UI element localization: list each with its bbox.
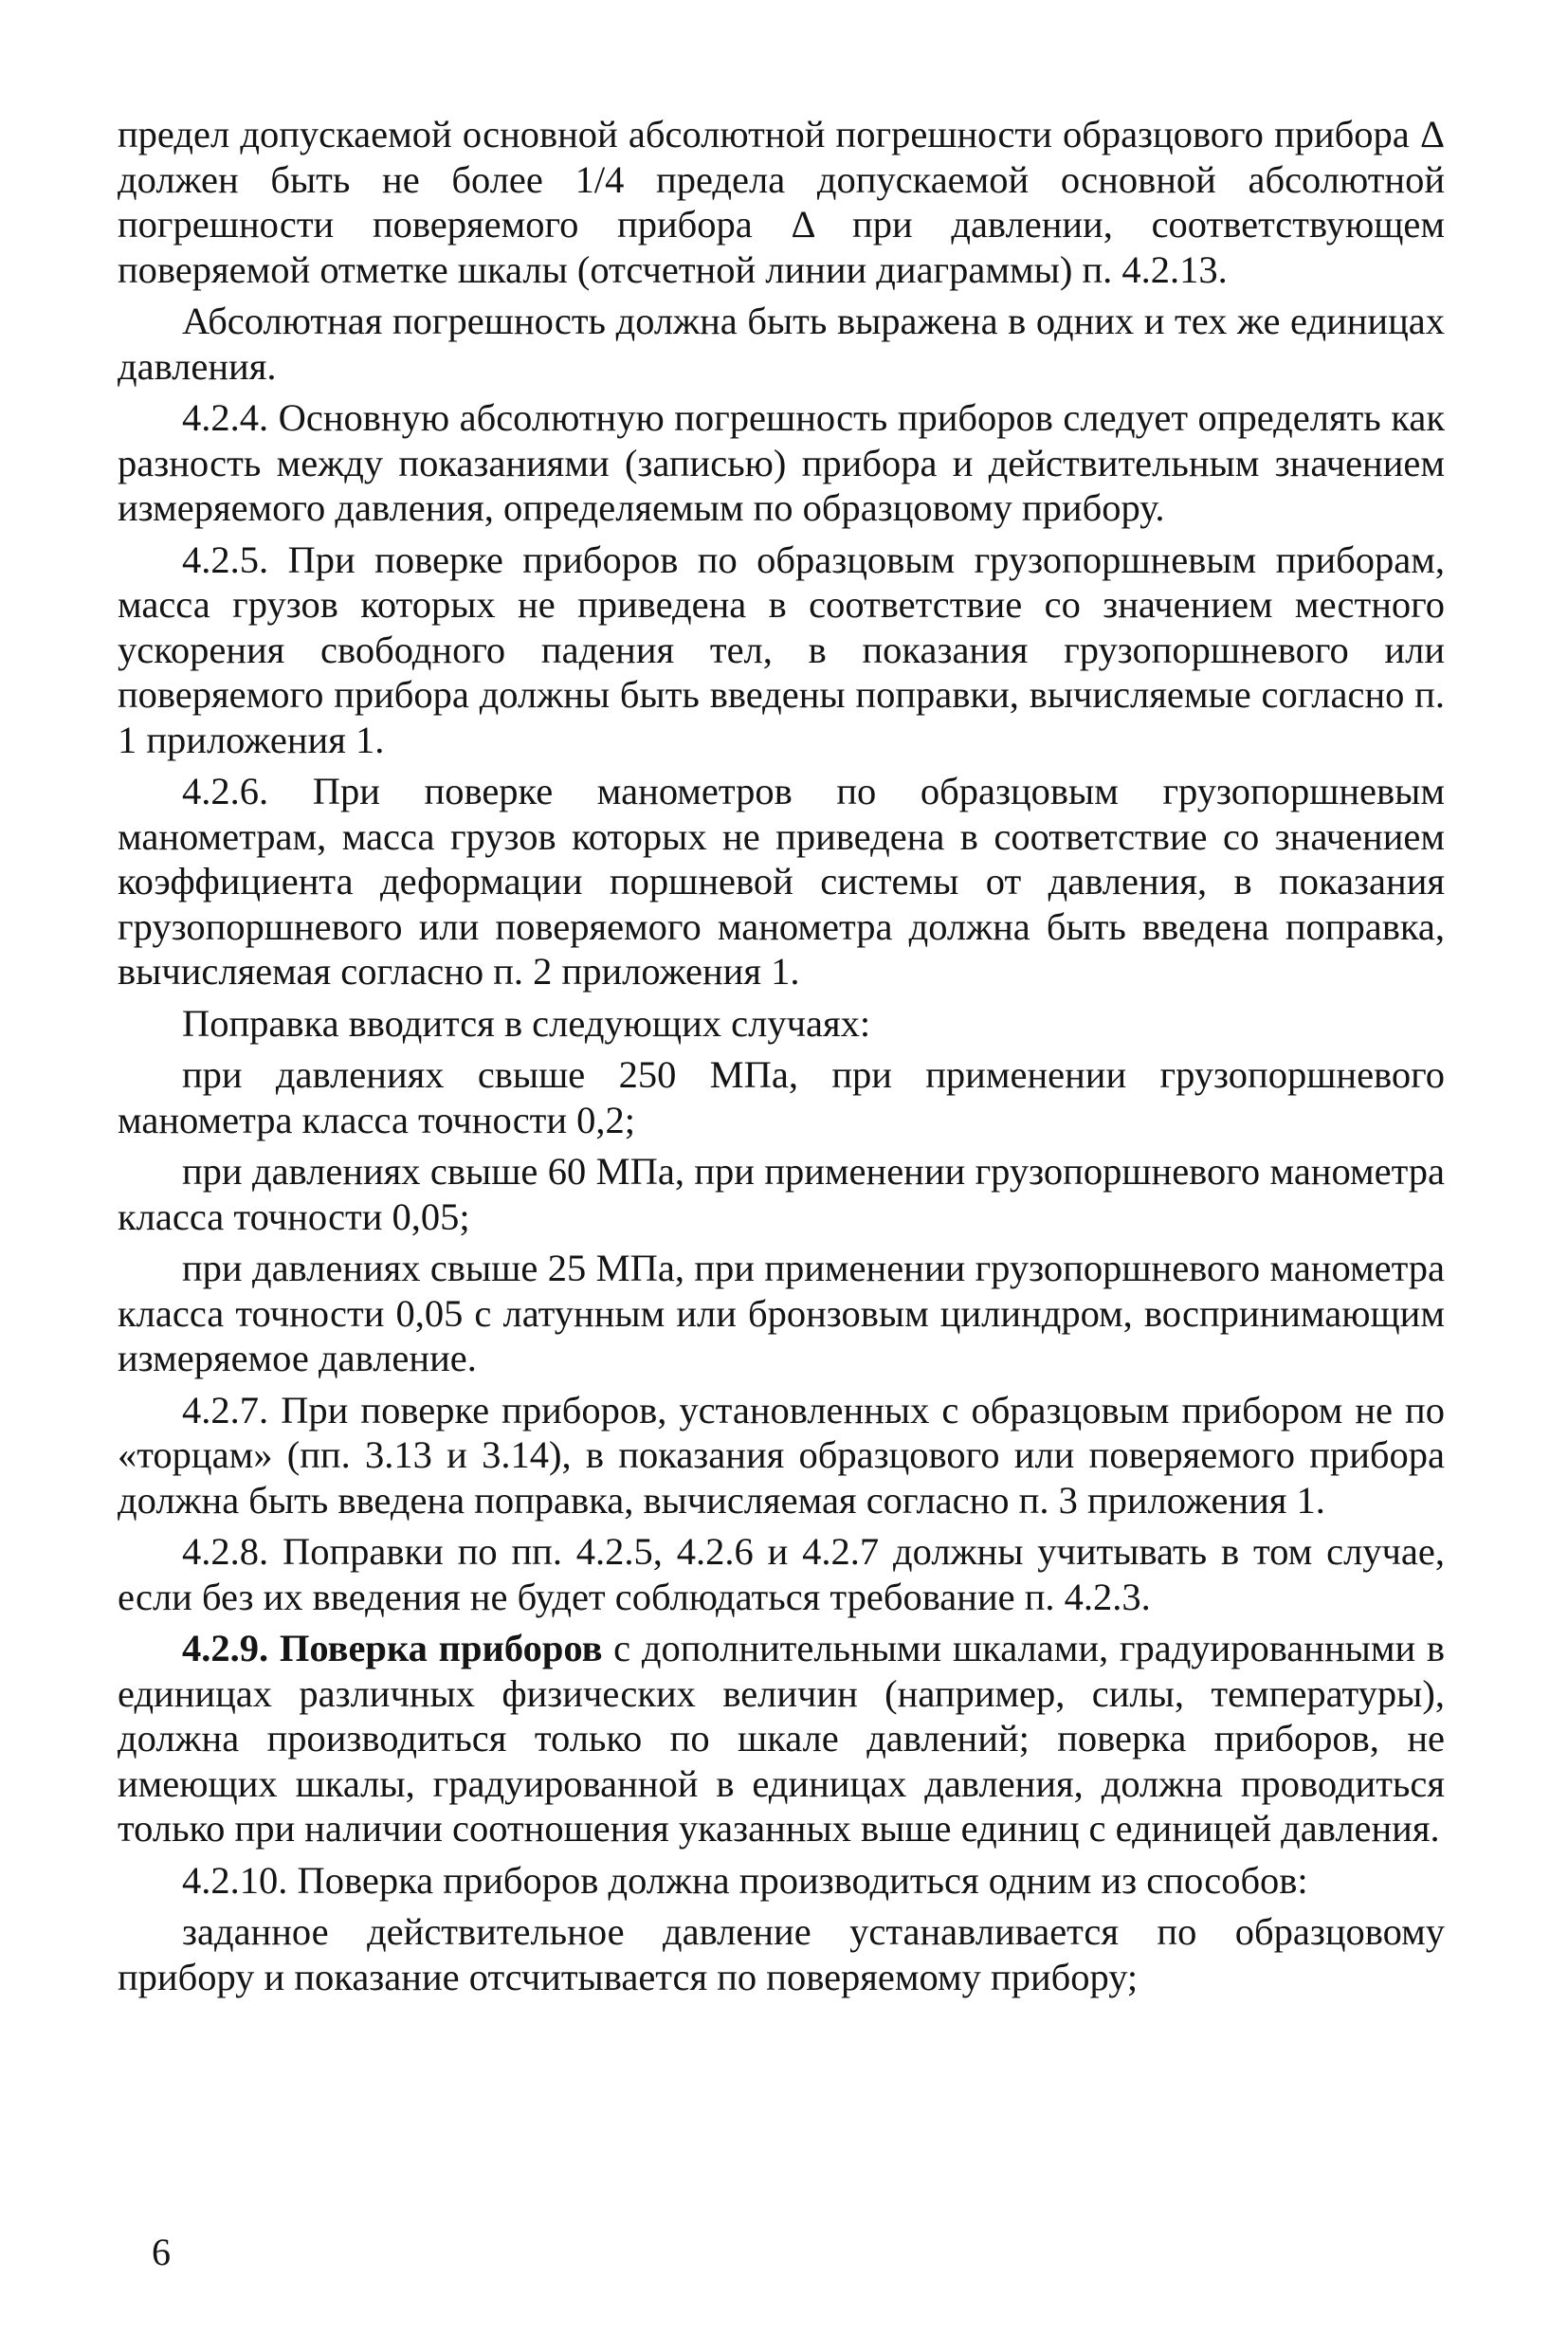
document-page <box>118 112 1445 2006</box>
paragraph-text: Абсолютная погрешность должна быть выражена в одних и тех же единицах давления. <box>118 300 1445 388</box>
paragraph-continuation <box>118 112 1445 292</box>
paragraph-text: при давлениях свыше 250 МПа, при применении грузопоршневого манометра класса точности 0,2; <box>118 1053 1445 1141</box>
paragraph-4-2-4 <box>118 395 1445 531</box>
paragraph-text: 4.2.6. При поверке манометров по образцовым грузопоршневым манометрам, масса грузов которых не приведена в соответствие со значением коэффициента деформации поршневой системы от давления, в показания грузопоршневого или поверяемого манометра должна быть введена поправка, вычисляемая согласно п. 2 приложения 1. <box>118 770 1445 993</box>
paragraph-4-2-6 <box>118 769 1445 994</box>
paragraph-4-2-9 <box>118 1626 1445 1851</box>
paragraph-4-2-5 <box>118 538 1445 763</box>
paragraph-case-25 <box>118 1246 1445 1381</box>
paragraph-4-2-10 <box>118 1858 1445 1904</box>
paragraph-text: 4.2.7. При поверке приборов, установленных с образцовым прибором не по «торцам» (пп. 3.13 и 3.14), в показания образцового или поверяемого прибора должна быть введена поправка, вычисляемая согласно п. 3 приложения 1. <box>118 1388 1445 1522</box>
paragraph-case-250 <box>118 1052 1445 1142</box>
paragraph-text: 4.2.4. Основную абсолютную погрешность приборов следует определять как разность между показаниями (записью) прибора и действительным значением измеряемого давления, определяемым по образцовому прибору. <box>118 396 1445 529</box>
paragraph-text: с дополнительными шкалами, градуированными в единицах различных физических величин (например, силы, температуры), должна производиться только по шкале давлений; поверка приборов, не имеющих шкалы, градуированной в единицах давления, должна проводиться только при наличии соотношения указанных выше единиц с единицей давления. <box>118 1627 1445 1850</box>
paragraph-text: при давлениях свыше 60 МПа, при применении грузопоршневого манометра класса точности 0,05; <box>118 1150 1445 1238</box>
paragraph-4-2-8 <box>118 1529 1445 1619</box>
paragraph-correction-cases <box>118 1001 1445 1047</box>
page-number: 6 <box>152 2231 171 2273</box>
paragraph-case-60 <box>118 1149 1445 1239</box>
paragraph-text: 4.2.5. При поверке приборов по образцовым грузопоршневым приборам, масса грузов которых не приведена в соответствие со значением местного ускорения свободного падения тел, в показания грузопоршневого или поверяемого прибора должны быть введены поправки, вычисляемые согласно п. 1 приложения 1. <box>118 538 1445 761</box>
paragraph-absolute-error-units <box>118 299 1445 389</box>
paragraph-text: 4.2.8. Поправки по пп. 4.2.5, 4.2.6 и 4.2.7 должны учитывать в том случае, если без их введения не будет соблюдаться требование п. 4.2.3. <box>118 1530 1445 1618</box>
paragraph-text: заданное действительное давление устанавливается по образцовому прибору и показание отсчитывается по поверяемому прибору; <box>118 1910 1445 1998</box>
paragraph-method-1 <box>118 1909 1445 1999</box>
paragraph-text: при давлениях свыше 25 МПа, при применении грузопоршневого манометра класса точности 0,05 с латунным или бронзовым цилиндром, воспринимающим измеряемое давление. <box>118 1247 1445 1379</box>
paragraph-text: 4.2.10. Поверка приборов должна производиться одним из способов: <box>182 1858 1308 1902</box>
paragraph-text: предел допускаемой основной абсолютной погрешности образцового прибора Δ должен быть не более 1/4 предела допускаемой основной абсолютной погрешности поверяемого прибора Δ при давлении, соответствующем поверяемой отметке шкалы (отсчетной линии диаграммы) п. 4.2.13. <box>118 113 1445 291</box>
paragraph-4-2-7 <box>118 1388 1445 1523</box>
paragraph-text: Поправка вводится в следующих случаях: <box>182 1001 871 1045</box>
paragraph-lead: 4.2.9. Поверка приборов <box>182 1627 603 1669</box>
